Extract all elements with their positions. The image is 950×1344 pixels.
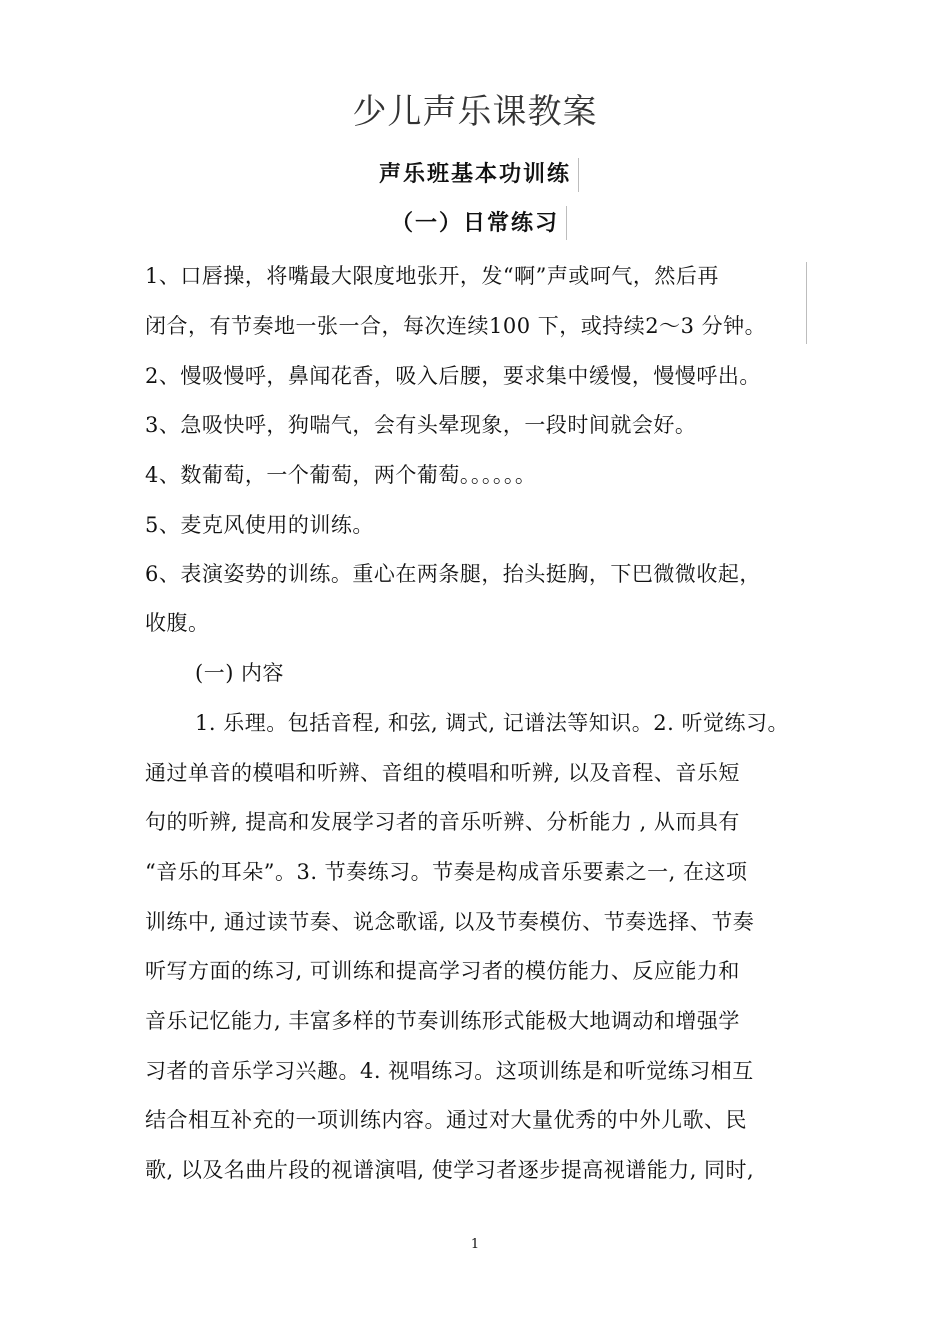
- text-line: 训练中, 通过读节奏、说念歌谣, 以及节奏模仿、节奏选择、节奏: [145, 910, 755, 934]
- text-line: 句的听辨, 提高和发展学习者的音乐听辨、分析能力 , 从而具有: [145, 810, 740, 834]
- text-line: 1、口唇操，将嘴最大限度地张开，发“啊”声或呵气，然后再: [145, 264, 719, 288]
- content-heading: (一) 内容: [195, 661, 285, 685]
- text-line: 听写方面的练习, 可训练和提高学习者的模仿能力、反应能力和: [145, 959, 740, 983]
- edit-marker: [566, 206, 567, 240]
- page-number: 1: [470, 1237, 480, 1252]
- text-line: 习者的音乐学习兴趣。4. 视唱练习。这项训练是和听觉练习相互: [145, 1059, 754, 1083]
- text-line: 4、数葡萄，一个葡萄，两个葡萄。。。。。。: [145, 463, 537, 487]
- text-line: 2、慢吸慢呼，鼻闻花香，吸入后腰，要求集中缓慢，慢慢呼出。: [145, 364, 761, 388]
- text-line: 闭合，有节奏地一张一合，每次连续100 下，或持续2～3 分钟。: [145, 314, 767, 338]
- text-line: 通过单音的模唱和听辨、音组的模唱和听辨, 以及音程、音乐短: [145, 761, 740, 785]
- text-line: 3、急吸快呼，狗喘气，会有头晕现象，一段时间就会好。: [145, 413, 697, 437]
- document-title: 少儿声乐课教案: [352, 92, 598, 132]
- text-line: 结合相互补充的一项训练内容。通过对大量优秀的中外儿歌、民: [145, 1108, 747, 1132]
- section-heading: （一）日常练习: [390, 210, 559, 236]
- document-subtitle: 声乐班基本功训练: [378, 161, 571, 187]
- text-line: 音乐记忆能力, 丰富多样的节奏训练形式能极大地调动和增强学: [145, 1009, 740, 1033]
- edit-marker: [578, 158, 579, 192]
- text-line: 收腹。: [145, 611, 210, 635]
- text-line: 歌, 以及名曲片段的视谱演唱, 使学习者逐步提高视谱能力, 同时,: [145, 1158, 755, 1182]
- text-line: 5、麦克风使用的训练。: [145, 513, 374, 537]
- text-line: 6、表演姿势的训练。重心在两条腿，抬头挺胸，下巴微微收起，: [145, 562, 761, 586]
- text-line: 1. 乐理。包括音程, 和弦, 调式, 记谱法等知识。2. 听觉练习。: [195, 711, 789, 735]
- text-line: “音乐的耳朵”。3. 节奏练习。节奏是构成音乐要素之一, 在这项: [145, 860, 748, 884]
